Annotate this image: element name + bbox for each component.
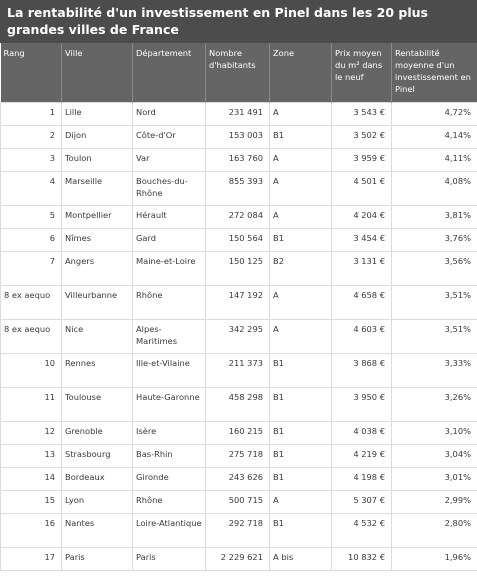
departement-cell: Maine-et-Loire — [133, 251, 206, 285]
habitants-cell: 153 003 — [206, 125, 270, 148]
rentabilite-cell: 1,96% — [392, 547, 477, 570]
departement-cell: Paris — [133, 547, 206, 570]
rang-cell: 8 ex aequo — [1, 285, 62, 319]
zone-cell: B1 — [270, 387, 332, 421]
rang-cell: 4 — [1, 171, 62, 205]
prix-cell: 3 454 € — [332, 228, 392, 251]
zone-cell: A — [270, 102, 332, 125]
habitants-cell: 163 760 — [206, 148, 270, 171]
rentabilite-cell: 4,72% — [392, 102, 477, 125]
prix-cell: 5 307 € — [332, 490, 392, 513]
rentabilite-cell: 2,99% — [392, 490, 477, 513]
ville-cell: Nîmes — [62, 228, 133, 251]
rentabilite-cell: 2,80% — [392, 513, 477, 547]
zone-cell: B1 — [270, 353, 332, 387]
departement-cell: Ille-et-Vilaine — [133, 353, 206, 387]
rentabilite-cell: 3,33% — [392, 353, 477, 387]
prix-cell: 3 959 € — [332, 148, 392, 171]
rentabilite-cell: 4,14% — [392, 125, 477, 148]
rang-cell: 10 — [1, 353, 62, 387]
rentabilite-cell: 3,81% — [392, 205, 477, 228]
departement-cell: Alpes-Maritimes — [133, 319, 206, 353]
header-row — [1, 43, 477, 102]
zone-cell: B1 — [270, 421, 332, 444]
rang-cell: 11 — [1, 387, 62, 421]
prix-cell: 4 204 € — [332, 205, 392, 228]
zone-cell: A — [270, 171, 332, 205]
zone-cell: A — [270, 319, 332, 353]
zone-cell: A — [270, 148, 332, 171]
rang-cell: 14 — [1, 467, 62, 490]
rang-cell: 5 — [1, 205, 62, 228]
header-prix: Prix moyen du m² dans le neuf — [332, 43, 392, 102]
ville-cell: Marseille — [62, 171, 133, 205]
rang-cell: 16 — [1, 513, 62, 547]
rang-cell: 17 — [1, 547, 62, 570]
rentabilite-cell: 3,04% — [392, 444, 477, 467]
zone-cell: B2 — [270, 251, 332, 285]
table-row — [1, 490, 477, 513]
prix-cell: 3 502 € — [332, 125, 392, 148]
ville-cell: Lille — [62, 102, 133, 125]
departement-cell: Haute-Garonne — [133, 387, 206, 421]
departement-cell: Nord — [133, 102, 206, 125]
rentabilite-cell: 3,51% — [392, 285, 477, 319]
prix-cell: 4 219 € — [332, 444, 392, 467]
rentabilite-cell: 4,11% — [392, 148, 477, 171]
zone-cell: A bis — [270, 547, 332, 570]
rentabilite-cell: 4,08% — [392, 171, 477, 205]
rang-cell: 2 — [1, 125, 62, 148]
table-row — [1, 228, 477, 251]
zone-cell: B1 — [270, 228, 332, 251]
ville-cell: Lyon — [62, 490, 133, 513]
departement-cell: Bouches-du-Rhône — [133, 171, 206, 205]
prix-cell: 4 603 € — [332, 319, 392, 353]
table-row — [1, 148, 477, 171]
ville-cell: Grenoble — [62, 421, 133, 444]
habitants-cell: 342 295 — [206, 319, 270, 353]
table-row — [1, 444, 477, 467]
ville-cell: Angers — [62, 251, 133, 285]
ville-cell: Paris — [62, 547, 133, 570]
habitants-cell: 243 626 — [206, 467, 270, 490]
header-zone: Zone — [270, 43, 332, 102]
pinel-table — [0, 43, 477, 571]
departement-cell: Gard — [133, 228, 206, 251]
habitants-cell: 231 491 — [206, 102, 270, 125]
prix-cell: 3 950 € — [332, 387, 392, 421]
zone-cell: A — [270, 285, 332, 319]
prix-cell: 4 658 € — [332, 285, 392, 319]
rentabilite-cell: 3,26% — [392, 387, 477, 421]
prix-cell: 4 038 € — [332, 421, 392, 444]
ville-cell: Nantes — [62, 513, 133, 547]
prix-cell: 4 198 € — [332, 467, 392, 490]
ville-cell: Toulon — [62, 148, 133, 171]
ville-cell: Montpellier — [62, 205, 133, 228]
table-row — [1, 513, 477, 547]
header-ville: Ville — [62, 43, 133, 102]
header-habitants: Nombre d'habitants — [206, 43, 270, 102]
ville-cell: Nice — [62, 319, 133, 353]
table-row — [1, 353, 477, 387]
rentabilite-cell: 3,01% — [392, 467, 477, 490]
table-row — [1, 387, 477, 421]
departement-cell: Var — [133, 148, 206, 171]
departement-cell: Côte-d'Or — [133, 125, 206, 148]
departement-cell: Hérault — [133, 205, 206, 228]
ville-cell: Dijon — [62, 125, 133, 148]
habitants-cell: 292 718 — [206, 513, 270, 547]
table-title: La rentabilité d'un investissement en Pinel dans les 20 plus grandes villes de France — [0, 0, 477, 43]
header-rang: Rang — [1, 43, 62, 102]
zone-cell: A — [270, 490, 332, 513]
habitants-cell: 150 564 — [206, 228, 270, 251]
habitants-cell: 855 393 — [206, 171, 270, 205]
ville-cell: Toulouse — [62, 387, 133, 421]
departement-cell: Rhône — [133, 285, 206, 319]
ville-cell: Strasbourg — [62, 444, 133, 467]
habitants-cell: 500 715 — [206, 490, 270, 513]
rang-cell: 12 — [1, 421, 62, 444]
prix-cell: 4 501 € — [332, 171, 392, 205]
prix-cell: 4 532 € — [332, 513, 392, 547]
header-rentabilite: Rentabilité moyenne d'un investissement en Pinel — [392, 43, 477, 102]
departement-cell: Bas-Rhin — [133, 444, 206, 467]
rang-cell: 1 — [1, 102, 62, 125]
table-row — [1, 467, 477, 490]
table-row — [1, 421, 477, 444]
table-row — [1, 251, 477, 285]
zone-cell: B1 — [270, 444, 332, 467]
table-body — [1, 102, 477, 570]
habitants-cell: 2 229 621 — [206, 547, 270, 570]
table-row — [1, 319, 477, 353]
zone-cell: B1 — [270, 467, 332, 490]
prix-cell: 3 543 € — [332, 102, 392, 125]
table-row — [1, 285, 477, 319]
prix-cell: 10 832 € — [332, 547, 392, 570]
ville-cell: Rennes — [62, 353, 133, 387]
table-row — [1, 171, 477, 205]
table-row — [1, 205, 477, 228]
rang-cell: 8 ex aequo — [1, 319, 62, 353]
table-row — [1, 125, 477, 148]
departement-cell: Loire-Atlantique — [133, 513, 206, 547]
rang-cell: 13 — [1, 444, 62, 467]
habitants-cell: 275 718 — [206, 444, 270, 467]
rentabilite-cell: 3,56% — [392, 251, 477, 285]
prix-cell: 3 868 € — [332, 353, 392, 387]
rang-cell: 6 — [1, 228, 62, 251]
zone-cell: B1 — [270, 513, 332, 547]
rang-cell: 15 — [1, 490, 62, 513]
habitants-cell: 272 084 — [206, 205, 270, 228]
header-departement: Département — [133, 43, 206, 102]
departement-cell: Gironde — [133, 467, 206, 490]
table-row — [1, 102, 477, 125]
zone-cell: B1 — [270, 125, 332, 148]
rang-cell: 7 — [1, 251, 62, 285]
ville-cell: Villeurbanne — [62, 285, 133, 319]
habitants-cell: 150 125 — [206, 251, 270, 285]
rentabilite-cell: 3,76% — [392, 228, 477, 251]
rang-cell: 3 — [1, 148, 62, 171]
table-row — [1, 547, 477, 570]
zone-cell: A — [270, 205, 332, 228]
habitants-cell: 147 192 — [206, 285, 270, 319]
ville-cell: Bordeaux — [62, 467, 133, 490]
habitants-cell: 160 215 — [206, 421, 270, 444]
departement-cell: Isère — [133, 421, 206, 444]
rentabilite-cell: 3,51% — [392, 319, 477, 353]
habitants-cell: 211 373 — [206, 353, 270, 387]
rentabilite-cell: 3,10% — [392, 421, 477, 444]
departement-cell: Rhône — [133, 490, 206, 513]
prix-cell: 3 131 € — [332, 251, 392, 285]
habitants-cell: 458 298 — [206, 387, 270, 421]
